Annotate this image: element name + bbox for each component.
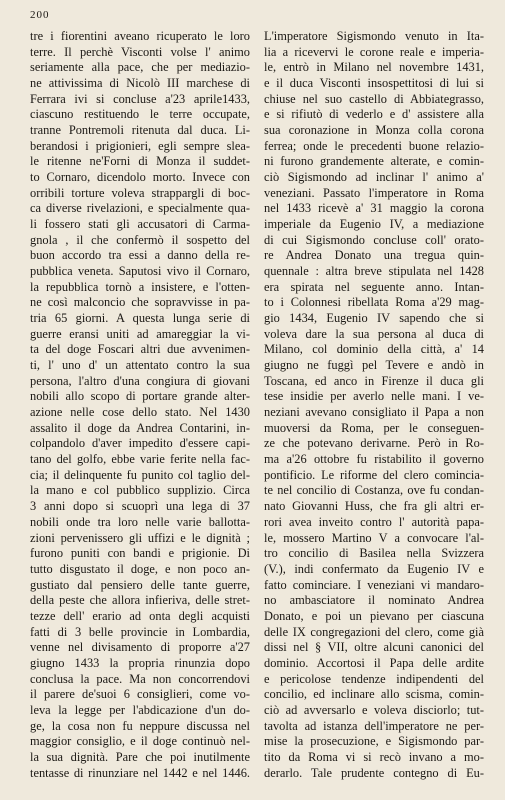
text-line: ti, l' uno d' un attentato contro la sua <box>30 358 250 373</box>
text-line: giugno ne fuggì pel Tevere e andò in <box>264 358 484 373</box>
text-line: quennale : altra breve stipulata nel 1428 <box>264 264 484 279</box>
text-line: pubblica veneta. Saputosi vivo il Cornaro, <box>30 264 250 279</box>
text-line: berandosi i prigionieri, egli sempre slea- <box>30 138 250 153</box>
text-line: derarlo. Tale prudente contegno di Eu- <box>264 765 484 780</box>
text-line: ta del doge Foscari altri due avvenimen- <box>30 342 250 357</box>
text-line: ze che potevano derivarne. Però in Ro- <box>264 436 484 451</box>
text-line: nobili onde tra loro nelle varie ballotta- <box>30 514 250 529</box>
text-line: veneziani. Passato l'imperatore in Roma <box>264 185 484 200</box>
text-line: le ritenne ne'Forni di Monza il suddet- <box>30 154 250 169</box>
text-line: L'imperatore Sigismondo venuto in Ita- <box>264 29 484 43</box>
text-line: tezze dell' erario ad onta degli acquisti <box>30 608 250 623</box>
text-line: gio 1434, Eugenio IV sapendo che si <box>264 311 484 326</box>
text-line: la sua dignità. Pare che poi inutilmente <box>30 749 250 764</box>
text-line: persona, l'altro d'una congiura di giovani <box>30 373 250 388</box>
right-column <box>264 29 484 781</box>
text-line: tria 65 giorni. A questa lunga serie di <box>30 311 250 326</box>
text-line: tutto disgustato il doge, e non poco an- <box>30 561 250 576</box>
text-line: la mano e col pubblico supplizio. Circa <box>30 483 250 498</box>
text-line: il parere de'suoi 6 consiglieri, come vo- <box>30 687 250 702</box>
text-line: leva la legge per l'abdicazione d'un do- <box>30 702 250 717</box>
text-line: azione nelle cose dello stato. Nel 1430 <box>30 405 250 420</box>
text-line: ne così malconcio che sopravvisse in pa- <box>30 295 250 310</box>
text-line: ni furono grandemente alterate, e comin- <box>264 154 484 169</box>
text-line: dominio. Accortosi il Papa delle ardite <box>264 655 484 670</box>
text-line: maggior consiglio, e il doge continuò nel- <box>30 734 250 749</box>
text-line: pontificio. Le riforme del clero comincia- <box>264 467 484 482</box>
text-line: terre. Il perchè Visconti volse l' animo <box>30 44 250 59</box>
text-line: ciò Sigismondo ad inclinar l' animo a' <box>264 170 484 185</box>
left-column <box>30 29 250 781</box>
text-line: guerre eransi uniti ad amareggiar la vi- <box>30 326 250 341</box>
text-line: venne nel divisamento di proporre a'27 <box>30 640 250 655</box>
text-line: le, mossero Martino V a convocare l'al- <box>264 530 484 545</box>
text-line: tavolta ad istanza dell'imperatore ne per- <box>264 718 484 733</box>
text-line: assalito il doge da Andrea Contarini, in- <box>30 420 250 435</box>
text-line: Toscana, ed anco in Firenze il duca gli <box>264 373 484 388</box>
text-line: Donato, e poi un pievano per ciascuna <box>264 608 484 623</box>
text-line: nel 1433 ricevè a' 31 maggio la corona <box>264 201 484 216</box>
text-line: to Cornaro, dicendolo morto. Invece con <box>30 170 250 185</box>
text-line: e pericolose tendenze indipendenti del <box>264 671 484 686</box>
text-line: lia a ricevervi le corone reale e imperia- <box>264 44 484 59</box>
text-line: gnola , il che confermò il sospetto del <box>30 232 250 247</box>
text-line: ciascuno restituendo le terre occupate, <box>30 107 250 122</box>
text-line: fatti di 3 belle provincie in Lombardia, <box>30 624 250 639</box>
text-line: ge, la cosa non fu neppure discussa nel <box>30 718 250 733</box>
text-line: neziani avevano consigliato il Papa a non <box>264 405 484 420</box>
text-line: concilio, ed inclinare allo scisma, comin- <box>264 687 484 702</box>
text-line: voleva dare la sua persona al duca di <box>264 326 484 341</box>
text-line: gustiato dal pensiero delle tante guerre, <box>30 577 250 592</box>
text-line: ciò ad avversarlo e voleva disciorlo; tut- <box>264 702 484 717</box>
text-line: (V.), indi confermato da Eugenio IV e <box>264 561 484 576</box>
text-line: colpandolo d'aver impedito d'essere capi- <box>30 436 250 451</box>
text-line: le, entrò in Milano nel novembre 1431, <box>264 60 484 75</box>
text-line: mise la prosecuzione, e Sigismondo par- <box>264 734 484 749</box>
text-line: furono puniti con bandi e prigionie. Di <box>30 546 250 561</box>
text-line: e si rifiutò di vederlo e d' assistere alla <box>264 107 484 122</box>
text-line: buon accordo tra essi a danno della re- <box>30 248 250 263</box>
text-line: muoversi da Roma, per le conseguen- <box>264 420 484 435</box>
text-line: ma a'26 ottobre fu ristabilito il governo <box>264 452 484 467</box>
text-line: rori avea inveito contro l' autorità papa- <box>264 514 484 529</box>
text-line: delle IX congregazioni del clero, come già <box>264 624 484 639</box>
text-line: e il duca Visconti insospettitosi di lui si <box>264 76 484 91</box>
text-line: Milano, col dominio della città, a' 14 <box>264 342 484 357</box>
text-line: tese insidie per averlo nelle mani. I ve- <box>264 389 484 404</box>
text-line: te nel concilio di Costanza, ove fu condan- <box>264 483 484 498</box>
text-line: dissi nel § VII, oltre alcuni canonici del <box>264 640 484 655</box>
text-line: ferrea; onde le precedenti buone relazio- <box>264 138 484 153</box>
text-line: tano del golfo, ebbe varie ferite nella fac- <box>30 452 250 467</box>
text-line: della peste che allora infieriva, delle stret- <box>30 593 250 608</box>
text-line: tentasse di rinunziare nel 1442 e nel 1446. <box>30 765 250 780</box>
page-number: 200 <box>30 9 50 21</box>
text-line: cia; il delinquente fu punito col taglio del- <box>30 467 250 482</box>
text-line: imperiale da Eugenio IV, a mediazione <box>264 217 484 232</box>
text-line: li fossero stati gli accusatori di Carma- <box>30 217 250 232</box>
text-line: no ambasciatore il nominato Andrea <box>264 593 484 608</box>
text-line: to i Colonnesi ribellata Roma a'29 mag- <box>264 295 484 310</box>
text-line: tranne Pontremoli ritenuta dal duca. Li- <box>30 123 250 138</box>
text-line: sua coronazione in Monza colla corona <box>264 123 484 138</box>
text-line: ca diverse rivelazioni, e specialmente qua- <box>30 201 250 216</box>
text-line: tro concilio di Basilea nella Svizzera <box>264 546 484 561</box>
text-line: 3 anni dopo si scuoprì una lega di 37 <box>30 499 250 514</box>
text-line: di cui Sigismondo concluse coll' orato- <box>264 232 484 247</box>
text-line: orribili torture voleva strappargli di boc- <box>30 185 250 200</box>
text-line: fatto cominciare. I veneziani vi mandaro- <box>264 577 484 592</box>
text-line: conclusa la pace. Ma non concorrendovi <box>30 671 250 686</box>
text-line: re Andrea Donato una tregua quin- <box>264 248 484 263</box>
text-line: ne attivissima di Nicolò III marchese di <box>30 76 250 91</box>
text-line: tito da Roma vi si recò invano a mo- <box>264 749 484 764</box>
text-line: la repubblica tornò a insistere, e l'otten- <box>30 279 250 294</box>
text-line: chiuse nel suo castello di Abbiategrasso, <box>264 91 484 106</box>
text-line: nobili allo scopo di portare grande alter- <box>30 389 250 404</box>
text-line: giugno 1433 la propria rinunzia dopo <box>30 655 250 670</box>
text-line: seriamente alla pace, che per mediazio- <box>30 60 250 75</box>
text-line: nato Giovanni Huss, che fra gli altri er- <box>264 499 484 514</box>
text-line: zioni pervenissero gli uffizi e le dignità ; <box>30 530 250 545</box>
text-line: tre i fiorentini aveano ricuperato le loro <box>30 29 250 43</box>
text-line: Ferrara ivi si concluse a'23 aprile1433, <box>30 91 250 106</box>
text-line: era spirata nel seguente anno. Intan- <box>264 279 484 294</box>
